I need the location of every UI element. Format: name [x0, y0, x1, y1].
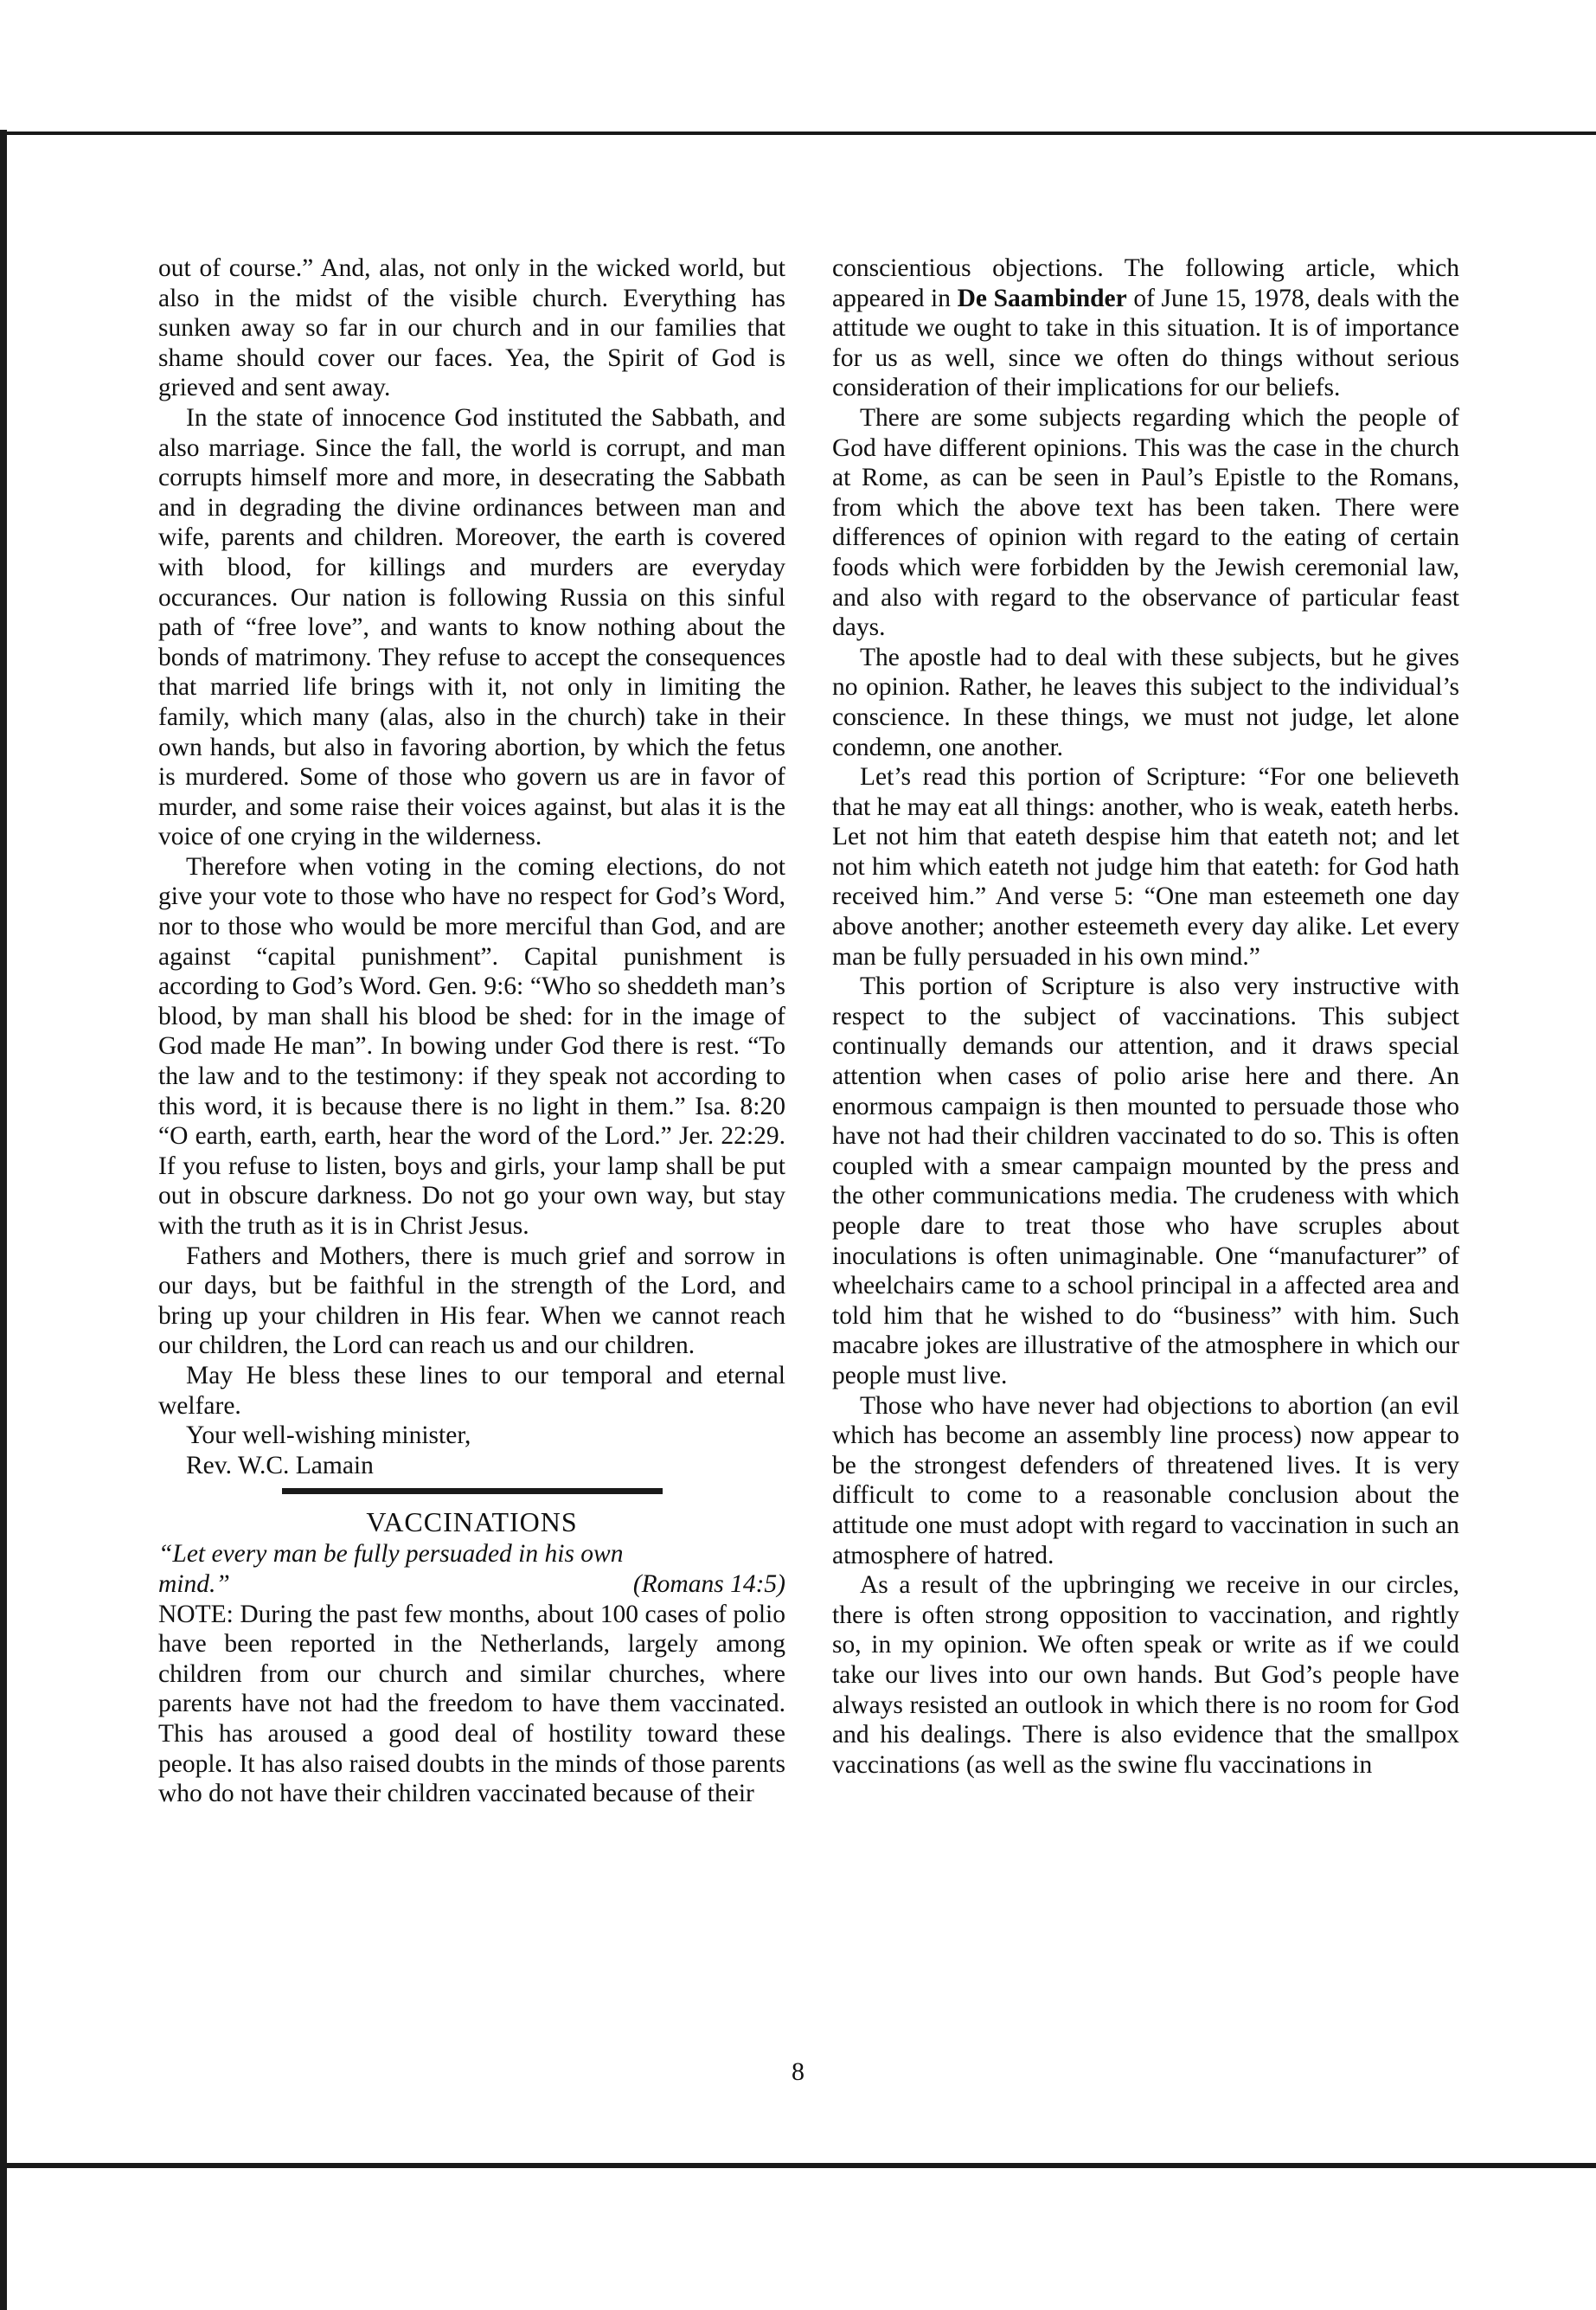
body-paragraph: Those who have never had objections to abortion (an evil which has become an assembly line process) now appear to be the strongest defenders of threatened lives. It is very difficult to come to a reasonable conclusion about the attitude one must adopt with regard to vaccination in such an atmosphere of hatred. [832, 1391, 1459, 1569]
epigraph [158, 1539, 785, 1599]
body-paragraph [832, 253, 1459, 403]
text-run: conscientious objections. The following article, which appeared in [832, 254, 1459, 312]
page-bottom-rule [0, 2163, 1596, 2168]
body-paragraph: The apostle had to deal with these subjects, but he gives no opinion. Rather, he leaves this subject to the individual’s conscience. In these things, we must not judge, let alone condemn, one another. [832, 643, 1459, 761]
page-number: 8 [792, 2057, 804, 2086]
body-paragraph: As a result of the upbringing we receive in our circles, there is often strong opposition to vaccination, and rightly so, in my opinion. We often speak or write as if we could take our lives into our own hands. But God’s people have always resisted an outlook in which there is no room for God and his dealings. There is also evidence that the smallpox vaccinations (as well as the swine flu vaccinations in [832, 1571, 1459, 1779]
publication-name: De Saambinder [957, 284, 1127, 312]
section-divider [282, 1488, 663, 1494]
body-paragraph: Let’s read this portion of Scripture: “For one believeth that he may eat all things: another, who is weak, eateth herbs. Let not him that eateth despise him that eateth not; and let not him which eateth not judge him that eateth: for God hath received him.” And verse 5: “One man esteemeth one day above another; another esteemeth every day alike. Let every man be fully persuaded in his own mind.” [832, 763, 1459, 971]
body-paragraph: There are some subjects regarding which the people of God have different opinions. This was the case in the church at Rome, as can be seen in Paul’s Epistle to the Romans, from which the above text has been taken. There were differences of opinion with regard to the eating of certain foods which were forbidden by the Jewish ceremonial law, and also with regard to the observance of particular feast days. [832, 403, 1459, 642]
signature [158, 1421, 785, 1480]
body-paragraph: May He bless these lines to our temporal and eternal welfare. [158, 1361, 785, 1420]
body-paragraph: This portion of Scripture is also very instructive with respect to the subject of vaccinations. This subject continually demands our attention, and it draws special attention when cases of polio arise here and there. An enormous campaign is then mounted to persuade those who have not had their children vaccinated to do so. This is often coupled with a smear campaign mounted by the press and the other communications media. The crudeness with which people dare to treat those who have scruples about inoculations is often unimaginable. One “manufacturer” of wheelchairs came to a school principal in a affected area and told him that he wished to do “business” with him. Such macabre jokes are illustrative of the atmosphere in which our people must live. [832, 972, 1459, 1389]
right-column [832, 253, 1459, 1780]
body-paragraph: In the state of innocence God instituted the Sabbath, and also marriage. Since the fall, the world is corrupt, and man corrupts himself more and more, in desecrating the Sabbath and in degrading the divine ordinances between man and wife, parents and children. Moreover, the earth is covered with blood, for killings and murders are everyday occurances. Our nation is following Russia on this sinful path of “free love”, and wants to know nothing about the bonds of matrimony. They refuse to accept the consequences that married life brings with it, not only in limiting the family, which many (alas, also in the church) take in their own hands, but also in favoring abortion, by which the fetus is murdered. Some of those who govern us are in favor of murder, and some raise their voices against, but alas it is the voice of one crying in the wilderness. [158, 403, 785, 851]
epigraph-ref-line [158, 1569, 785, 1600]
signature-line-2: Rev. W.C. Lamain [186, 1451, 374, 1479]
body-paragraph: out of course.” And, alas, not only in the wicked world, but also in the midst of the visible church. Everything has sunken away so far in our church and in our families that shame should cover our faces. Yea, the Spirit of God is grieved and sent away. [158, 254, 785, 402]
signature-line-1: Your well-wishing minister, [186, 1421, 471, 1450]
note-paragraph: NOTE: During the past few months, about 100 cases of polio have been reported in the Netherlands, largely among children from our church and similar churches, where parents have not had the freedom to have them vaccinated. This has aroused a good deal of hostility toward these people. It has also raised doubts in the minds of those parents who do not have their children vaccinated because of their [158, 1600, 785, 1808]
epigraph-quote: “Let every man be fully persuaded in his own [158, 1540, 624, 1569]
text-run: of June 15, 1978, deals with the attitude we ought to take in this situation. It is of importance for us as well, since we often do things without serious consideration of their implications for our beliefs. [832, 284, 1459, 402]
body-paragraph: Therefore when voting in the coming elections, do not give your vote to those who have no respect for God’s Word, nor to those who would be more merciful than God, and are against “capital punishment”. Capital punishment is according to God’s Word. Gen. 9:6: “Who so sheddeth man’s blood, by man shall his blood be shed: for in the image of God made He man”. In bowing under God there is rest. “To the law and to the testimony: if they speak not according to this word, it is because there is no light in them.” Isa. 8:20 “O earth, earth, earth, hear the word of the Lord.” Jer. 22:29. If you refuse to listen, boys and girls, your lamp shall be put out in obscure darkness. Do not go your own way, but stay with the truth as it is in Christ Jesus. [158, 852, 785, 1240]
epigraph-reference: (Romans 14:5) [632, 1569, 785, 1598]
epigraph-end: mind.” [158, 1569, 230, 1598]
scan-edge-left [0, 130, 7, 2310]
left-column [158, 253, 785, 1809]
page-top-rule [7, 132, 1596, 135]
section-title: VACCINATIONS [366, 1506, 578, 1538]
body-paragraph: Fathers and Mothers, there is much grief and sorrow in our days, but be faithful in the strength of the Lord, and bring up your children in His fear. When we cannot reach our children, the Lord can reach us and our children. [158, 1242, 785, 1360]
